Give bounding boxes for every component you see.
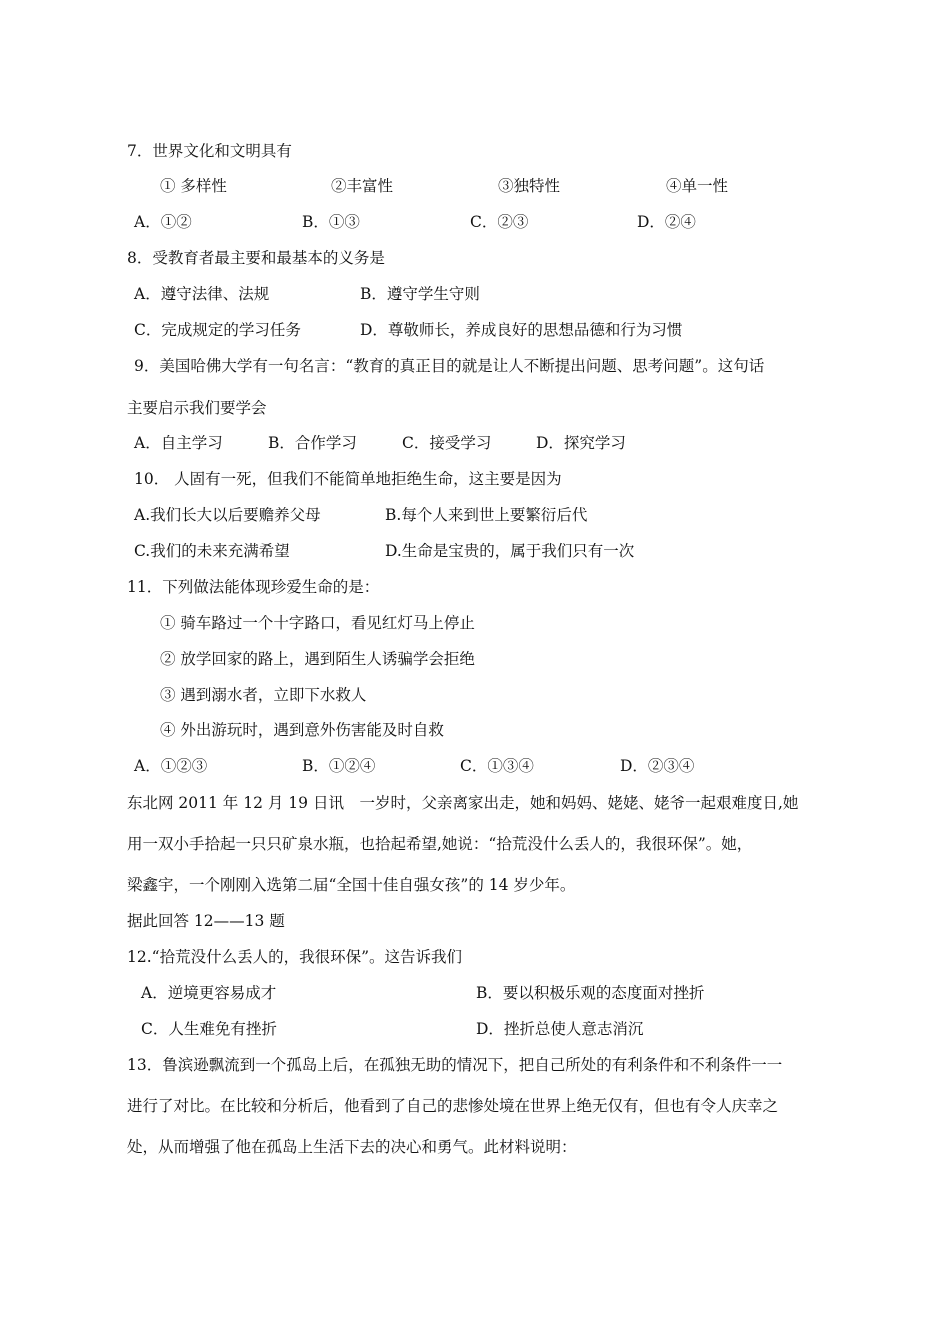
q7-stem: 7．世界文化和文明具有 [127,142,292,160]
q10-option-b: B.每个人来到世上要繁衍后代 [385,506,588,524]
q11-item: ② 放学回家的路上，遇到陌生人诱骗学会拒绝 [160,650,475,668]
passage-instruction: 据此回答 12——13 题 [127,912,285,930]
q10-option-a: A.我们长大以后要赡养父母 [134,506,321,524]
q11-option-d: D．②③④ [620,757,695,775]
q7-item: ②丰富性 [331,177,394,195]
q9-option-d: D．探究学习 [536,434,626,452]
q7-option-d: D．②④ [637,213,696,231]
q7-option-a: A．①② [134,213,192,231]
q9-option-b: B．合作学习 [268,434,357,452]
q11-item: ③ 遇到溺水者，立即下水救人 [160,686,367,704]
q7-option-c: C．②③ [470,213,529,231]
q9-stem-line2: 主要启示我们要学会 [127,399,267,417]
passage-line: 梁鑫宇，一个刚刚入选第二届“全国十佳自强女孩”的 14 岁少年。 [127,876,576,894]
q12-option-a: A．逆境更容易成才 [141,984,277,1002]
q7-item: ④单一性 [666,177,729,195]
q8-option-b: B．遵守学生守则 [360,285,480,303]
q8-option-c: C．完成规定的学习任务 [134,321,301,339]
q11-option-c: C．①③④ [460,757,534,775]
q10-option-d: D.生命是宝贵的，属于我们只有一次 [385,542,635,560]
q11-item: ④ 外出游玩时，遇到意外伤害能及时自救 [160,721,444,739]
passage-line: 用一双小手拾起一只只矿泉水瓶，也拾起希望,她说：“拾荒没什么丢人的，我很环保”。她， [127,835,753,853]
q8-option-a: A．遵守法律、法规 [134,285,270,303]
q11-option-a: A．①②③ [134,757,208,775]
q13-stem-line: 进行了对比。在比较和分析后，他看到了自己的悲惨处境在世界上绝无仅有，但也有令人庆幸之 [127,1097,779,1115]
q12-option-d: D．挫折总使人意志消沉 [476,1020,644,1038]
q9-stem-line1: 9．美国哈佛大学有一句名言：“教育的真正目的就是让人不断提出问题、思考问题”。这句话 [134,357,765,375]
q9-option-c: C．接受学习 [402,434,492,452]
q8-stem: 8．受教育者最主要和最基本的义务是 [127,249,385,267]
q7-item: ③独特性 [498,177,561,195]
q13-stem-line: 13．鲁滨逊飘流到一个孤岛上后，在孤独无助的情况下，把自己所处的有利条件和不利条件一一 [127,1056,783,1074]
q7-option-b: B．①③ [302,213,360,231]
q9-option-a: A．自主学习 [134,434,223,452]
passage-line: 东北网 2011 年 12 月 19 日讯 一岁时，父亲离家出走，她和妈妈、姥姥、姥爷一起艰难度日,她 [127,794,799,812]
q11-item: ① 骑车路过一个十字路口，看见红灯马上停止 [160,614,475,632]
q13-stem-line: 处，从而增强了他在孤岛上生活下去的决心和勇气。此材料说明： [127,1138,577,1156]
q8-option-d: D．尊敬师长，养成良好的思想品德和行为习惯 [360,321,683,339]
q10-option-c: C.我们的未来充满希望 [134,542,290,560]
q11-option-b: B．①②④ [302,757,376,775]
q7-item: ① 多样性 [160,177,227,195]
q11-stem: 11．下列做法能体现珍爱生命的是： [127,578,380,596]
q12-option-b: B．要以积极乐观的态度面对挫折 [476,984,705,1002]
q12-option-c: C．人生难免有挫折 [141,1020,277,1038]
q10-stem: 10． 人固有一死，但我们不能简单地拒绝生命，这主要是因为 [134,470,562,488]
q12-stem: 12.“拾荒没什么丢人的，我很环保”。这告诉我们 [127,948,462,966]
